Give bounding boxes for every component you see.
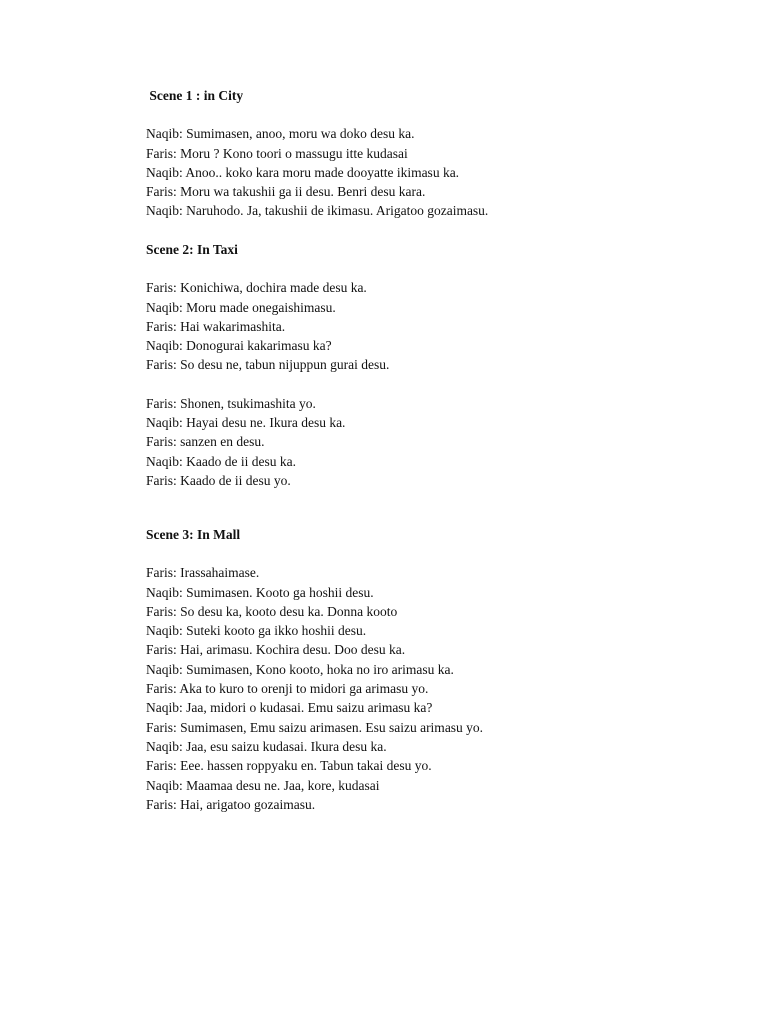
dialogue-line: Naqib: Hayai desu ne. Ikura desu ka. (146, 415, 346, 431)
dialogue-line: Naqib: Jaa, esu saizu kudasai. Ikura desu ka. (146, 738, 387, 754)
dialogue-line: Naqib: Sumimasen, anoo, moru wa doko desu ka. (146, 126, 415, 142)
dialogue-line: Faris: Shonen, tsukimashita yo. (146, 395, 316, 411)
dialogue-line: Faris: Konichiwa, dochira made desu ka. (146, 280, 367, 296)
dialogue-line: Naqib: Sumimasen. Kooto ga hoshii desu. (146, 584, 374, 600)
scene-2 (146, 240, 726, 490)
dialogue-line: Faris: Sumimasen, Emu saizu arimasen. Esu saizu arimasu yo. (146, 719, 484, 735)
dialogue-line: Faris: Irassahaimase. (146, 565, 260, 581)
scene-1 (146, 86, 726, 221)
dialogue-line: Naqib: Sumimasen, Kono kooto, hoka no iro arimasu ka. (146, 661, 454, 677)
dialogue-line: Faris: Kaado de ii desu yo. (146, 472, 291, 488)
dialogue-line: Naqib: Kaado de ii desu ka. (146, 453, 296, 469)
scene-title: Scene 1 : in City (146, 88, 244, 103)
dialogue-line: Naqib: Anoo.. koko kara moru made dooyatte ikimasu ka. (146, 164, 460, 180)
dialogue-line: Naqib: Naruhodo. Ja, takushii de ikimasu. Arigatoo gozaimasu. (146, 203, 489, 219)
dialogue-block (146, 124, 726, 220)
dialogue-line: Naqib: Moru made onegaishimasu. (146, 299, 336, 315)
dialogue-line: Faris: Moru wa takushii ga ii desu. Benri desu kara. (146, 184, 426, 200)
scene-title: Scene 3: In Mall (146, 527, 241, 542)
dialogue-line: Faris: Hai, arigatoo gozaimasu. (146, 796, 316, 812)
scene-3 (146, 525, 726, 814)
dialogue-line: Naqib: Donogurai kakarimasu ka? (146, 338, 332, 354)
dialogue-block (146, 394, 726, 490)
dialogue-line: Faris: Aka to kuro to orenji to midori ga arimasu yo. (146, 681, 429, 697)
dialogue-line: Faris: Hai, arimasu. Kochira desu. Doo desu ka. (146, 642, 406, 658)
dialogue-line: Faris: Hai wakarimashita. (146, 318, 286, 334)
dialogue-block (146, 278, 726, 374)
dialogue-line: Naqib: Suteki kooto ga ikko hoshii desu. (146, 623, 367, 639)
dialogue-block (146, 563, 726, 814)
dialogue-line: Naqib: Maamaa desu ne. Jaa, kore, kudasai (146, 777, 380, 793)
dialogue-line: Faris: Eee. hassen roppyaku en. Tabun takai desu yo. (146, 758, 432, 774)
dialogue-line: Faris: So desu ka, kooto desu ka. Donna kooto (146, 603, 398, 619)
dialogue-line: Faris: Moru ? Kono toori o massugu itte kudasai (146, 145, 408, 161)
dialogue-line: Faris: sanzen en desu. (146, 434, 265, 450)
dialogue-line: Naqib: Jaa, midori o kudasai. Emu saizu arimasu ka? (146, 700, 433, 716)
scene-title: Scene 2: In Taxi (146, 242, 238, 257)
dialogue-line: Faris: So desu ne, tabun nijuppun gurai desu. (146, 357, 390, 373)
